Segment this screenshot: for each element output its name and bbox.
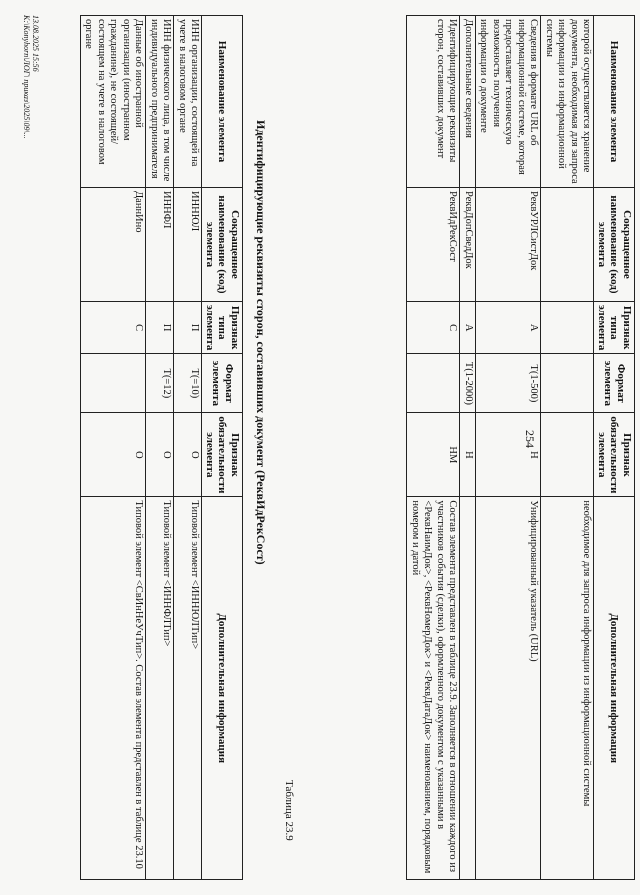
header-type: Признак типа элемента: [202, 302, 243, 354]
cell-name: которой осуществляется хранение документа, необходимая для запроса информации из информационной системы: [541, 16, 594, 188]
header-format: Формат элемента: [594, 354, 635, 413]
header-type: Признак типа элемента: [594, 302, 635, 354]
cell-required: Н: [460, 413, 476, 497]
cell-required: О: [81, 413, 147, 497]
header-short: Сокращенное наименование (код) элемента: [594, 188, 635, 302]
cell-required: О: [146, 413, 174, 497]
cell-info: необходимое для запроса информации из информационной системы: [541, 497, 594, 880]
cell-type: С: [407, 302, 460, 354]
table-row: [81, 16, 147, 880]
header-short: Сокращенное наименование (код) элемента: [202, 188, 243, 302]
cell-format: [541, 354, 594, 413]
cell-short: ИННЮЛ: [174, 188, 202, 302]
footer-path: К:\Konyhorn\ЛОГ\ приказ\2025\09\...: [22, 15, 31, 139]
table-header-row: [594, 16, 635, 880]
cell-format: T(=12): [146, 354, 174, 413]
cell-name: Сведения в формате URL об информационной системе, которая предоставляет техническую возможность получения информации о документе: [476, 16, 542, 188]
header-required: Признак обязательности элемента: [202, 413, 243, 497]
cell-short: РеквИдРекСост: [407, 188, 460, 302]
cell-format: [81, 354, 147, 413]
cell-info: Типовой элемент <ИННФЛТип>: [146, 497, 174, 880]
cell-name: ИНН физического лица, в том числе индивидуального предпринимателя: [146, 16, 174, 188]
elements-table-continued: [407, 15, 636, 880]
table-row: [146, 16, 174, 880]
cell-type: П: [174, 302, 202, 354]
cell-short: РеквУРЛСистДок: [476, 188, 542, 302]
cell-name: Данные об иностранной организации (иностранном гражданине), не состоящей/состоящем на учете в налоговом органе: [81, 16, 147, 188]
cell-name: Дополнительные сведения: [460, 16, 476, 188]
cell-required: Н: [476, 413, 542, 497]
header-name: Наименование элемента: [594, 16, 635, 188]
header-info: Дополнительная информация: [202, 497, 243, 880]
cell-required: НМ: [407, 413, 460, 497]
cell-format: [407, 354, 460, 413]
cell-type: [541, 302, 594, 354]
cell-info: [460, 497, 476, 880]
cell-info: Состав элемента представлен в таблице 23.9. Заполняется в отношении каждого из участников события (сделки), оформленного документом с указанными в <РеквНаимДок>, <РеквНомерДок> и <РеквДатаДок> наименованием, порядковым номером и датой: [407, 497, 460, 880]
header-name: Наименование элемента: [202, 16, 243, 188]
cell-type: С: [81, 302, 147, 354]
cell-short: РеквДопСведДок: [460, 188, 476, 302]
table-row: [460, 16, 476, 880]
header-info: Дополнительная информация: [594, 497, 635, 880]
cell-format: T(1-2000): [460, 354, 476, 413]
footer-date: 13.08.2025 15:56: [31, 15, 40, 72]
table-row: [174, 16, 202, 880]
cell-info: Типовой элемент <ИННЮЛТип>: [174, 497, 202, 880]
cell-name: ИНН организации, состоящей на учете в налоговом органе: [174, 16, 202, 188]
footer-stamp: [22, 15, 40, 139]
cell-type: А: [460, 302, 476, 354]
cell-type: П: [146, 302, 174, 354]
table-row: [476, 16, 542, 880]
page-number: 254: [523, 430, 537, 448]
table-caption: Идентифицирующие реквизиты сторон, составивших документ (РеквИдРекСост): [254, 120, 268, 565]
cell-name: Идентифицирующие реквизиты сторон, составивших документ: [407, 16, 460, 188]
cell-required: О: [174, 413, 202, 497]
cell-type: А: [476, 302, 542, 354]
header-required: Признак обязательности элемента: [594, 413, 635, 497]
table-row: [541, 16, 594, 880]
requisites-table: [80, 15, 243, 880]
cell-info: Типовой элемент <СвИнНеУчТип>. Состав элемента представлен в таблице 23.10: [81, 497, 147, 880]
cell-info: Унифицированный указатель (URL): [476, 497, 542, 880]
table-row: [407, 16, 460, 880]
table-header-row: [202, 16, 243, 880]
table-label: Таблица 23.9: [283, 780, 295, 841]
cell-required: [541, 413, 594, 497]
cell-short: ДаннИно: [81, 188, 147, 302]
header-format: Формат элемента: [202, 354, 243, 413]
cell-format: T(=10): [174, 354, 202, 413]
cell-short: ИННФЛ: [146, 188, 174, 302]
cell-format: T(1-500): [476, 354, 542, 413]
cell-short: [541, 188, 594, 302]
